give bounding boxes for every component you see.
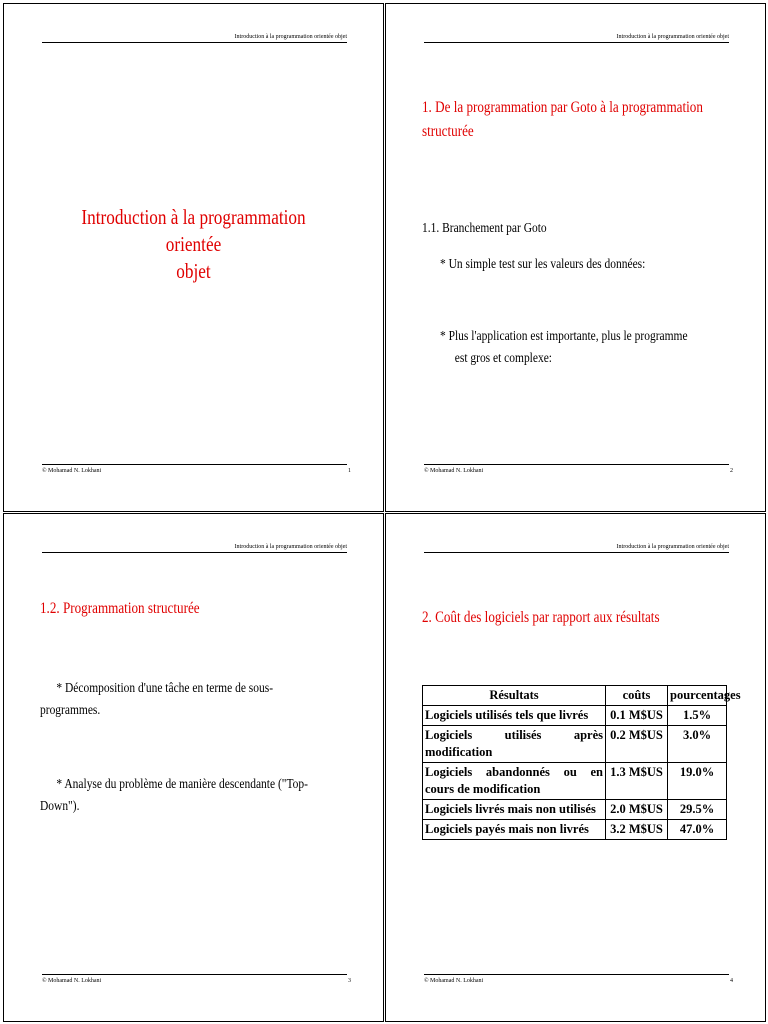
footer-author: © Mohamad N. Lokhani [42, 978, 102, 984]
bullet-line: * Analyse du problème de manière descendante ("Top- [56, 777, 308, 792]
bullet-line: * Décomposition d'une tâche en terme de sous- [56, 681, 274, 696]
column-header: coûts [606, 686, 668, 706]
slide-footer [42, 464, 351, 478]
table-header-row [423, 686, 727, 706]
subheading: 1.1. Branchement par Goto [422, 221, 547, 236]
table-cell: 47.0% [668, 820, 727, 840]
slide-footer [424, 464, 733, 478]
bullet-item [40, 774, 368, 818]
page-number: 2 [730, 468, 733, 474]
table-cell: 1.5% [668, 706, 727, 726]
slide-2 [385, 3, 766, 512]
bullet-line: est gros et complexe: [454, 351, 552, 366]
page-number: 1 [348, 468, 351, 474]
table-cell: 0.2 M$US [606, 726, 668, 763]
table-cell: 1.3 M$US [606, 763, 668, 800]
page-number: 4 [730, 978, 733, 984]
bullet-line: programmes. [40, 703, 101, 718]
footer-author: © Mohamad N. Lokhani [424, 468, 484, 474]
table-cell: Logiciels utilisés tels que livrés [423, 706, 606, 726]
slide-footer [424, 974, 733, 988]
section-heading: 1.2. Programmation structurée [40, 600, 200, 617]
bullet-line: * Plus l'application est importante, plus le programme [440, 329, 688, 344]
section-heading-line1: 1. De la programmation par Goto à la programmation [422, 99, 703, 116]
column-header: Résultats [423, 686, 606, 706]
table-cell: Logiciels abandonnés ou en cours de modification [423, 763, 606, 800]
table-cell: Logiciels payés mais non livrés [423, 820, 606, 840]
table-row [423, 726, 727, 763]
table-cell: Logiciels livrés mais non utilisés [423, 800, 606, 820]
page-number: 3 [348, 978, 351, 984]
slide-header: Introduction à la programmation orientée objet [424, 34, 729, 43]
table-cell: Logiciels utilisés après modification [423, 726, 606, 763]
slide-title [55, 204, 333, 285]
section-heading-line2: structurée [422, 123, 474, 140]
table-cell: 3.2 M$US [606, 820, 668, 840]
footer-author: © Mohamad N. Lokhani [42, 468, 102, 474]
slide-header: Introduction à la programmation orientée objet [42, 544, 347, 553]
table-cell: 29.5% [668, 800, 727, 820]
table-row [423, 706, 727, 726]
section-heading [422, 96, 742, 144]
slide-1 [3, 3, 384, 512]
slide-title-line2: objet [176, 259, 211, 283]
bullet-item [440, 326, 766, 370]
table-cell: 19.0% [668, 763, 727, 800]
costs-table [422, 685, 741, 840]
bullet-line: Down"). [40, 799, 80, 814]
table-row [423, 763, 727, 800]
table-cell: 0.1 M$US [606, 706, 668, 726]
slide-footer [42, 974, 351, 988]
slide-header: Introduction à la programmation orientée objet [424, 544, 729, 553]
section-heading: 2. Coût des logiciels par rapport aux résultats [422, 609, 660, 626]
slide-title-line1: Introduction à la programmation orientée [81, 205, 306, 256]
footer-author: © Mohamad N. Lokhani [424, 978, 484, 984]
table-cell: 3.0% [668, 726, 727, 763]
table-row [423, 800, 727, 820]
slide-header: Introduction à la programmation orientée objet [42, 34, 347, 43]
slide-3 [3, 513, 384, 1022]
table-row [423, 820, 727, 840]
column-header: pourcentages [668, 686, 727, 706]
bullet-item: * Un simple test sur les valeurs des données: [440, 257, 646, 272]
slide-4 [385, 513, 766, 1022]
bullet-item [40, 678, 368, 722]
table-cell: 2.0 M$US [606, 800, 668, 820]
